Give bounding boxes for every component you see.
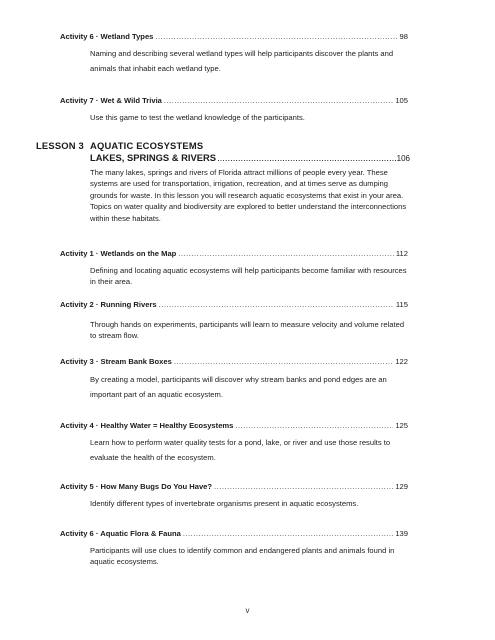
toc-entry-page: 105 bbox=[395, 96, 408, 105]
lesson-title: AQUATIC ECOSYSTEMS bbox=[90, 140, 204, 151]
toc-entry-description: Naming and describing several wetland types will help participants discover the plants and animals that inhabit each wetland type. bbox=[90, 49, 394, 73]
toc-entry-description: Through hands on experiments, participants will learn to measure velocity and volume related to stream flow. bbox=[90, 320, 405, 341]
toc-entry-wetland-types[interactable] bbox=[60, 32, 408, 41]
toc-entry-description: Use this game to test the wetland knowledge of the participants. bbox=[90, 113, 305, 122]
toc-entry-running-rivers[interactable] bbox=[60, 300, 408, 309]
toc-entry-label: Activity 7 · Wet & Wild Trivia bbox=[60, 96, 162, 105]
dot-leader bbox=[214, 482, 393, 491]
lesson-page: 106 bbox=[396, 154, 410, 163]
dot-leader bbox=[155, 32, 397, 41]
toc-entry-page: 112 bbox=[395, 249, 408, 258]
page-number: v bbox=[245, 606, 250, 615]
toc-entry-page: 115 bbox=[395, 300, 408, 309]
toc-entry-label: Activity 6 · Wetland Types bbox=[60, 32, 154, 41]
toc-entry-wetlands-on-the-map[interactable] bbox=[60, 249, 408, 258]
toc-entry-healthy-water[interactable] bbox=[60, 421, 408, 430]
toc-entry-description: Participants will use clues to identify common and endangered plants and animals found in aquatic ecosystems. bbox=[90, 546, 395, 567]
dot-leader bbox=[164, 96, 393, 105]
toc-entry-page: 129 bbox=[395, 482, 408, 491]
toc-entry-label: Activity 2 · Running Rivers bbox=[60, 300, 157, 309]
dot-leader bbox=[159, 300, 394, 309]
toc-entry-page: 98 bbox=[399, 32, 408, 41]
toc-entry-page: 122 bbox=[395, 357, 408, 366]
toc-entry-label: Activity 3 · Stream Bank Boxes bbox=[60, 357, 172, 366]
toc-entry-stream-bank-boxes[interactable] bbox=[60, 357, 408, 366]
dot-leader bbox=[178, 249, 394, 258]
toc-entry-label: Activity 4 · Healthy Water = Healthy Ecosystems bbox=[60, 421, 234, 430]
toc-entry-label: Activity 1 · Wetlands on the Map bbox=[60, 249, 177, 258]
toc-entry-page: 125 bbox=[395, 421, 408, 430]
toc-entry-description: Defining and locating aquatic ecosystems will help participants become familiar with resources in their area. bbox=[90, 266, 407, 287]
dot-leader bbox=[183, 529, 394, 538]
toc-entry-how-many-bugs[interactable] bbox=[60, 482, 408, 491]
toc-entry-label: Activity 5 · How Many Bugs Do You Have? bbox=[60, 482, 213, 491]
dot-leader bbox=[174, 357, 393, 366]
dot-leader bbox=[235, 421, 393, 430]
toc-entry-aquatic-flora-fauna[interactable] bbox=[60, 529, 408, 538]
toc-entry-description: By creating a model, participants will discover why stream banks and pond edges are an important part of an aquatic ecosystem. bbox=[90, 375, 387, 399]
toc-entry-label: Activity 6 · Aquatic Flora & Fauna bbox=[60, 529, 181, 538]
lesson-subtitle-row[interactable] bbox=[90, 152, 410, 163]
lesson-number: LESSON 3 bbox=[36, 140, 84, 151]
toc-entry-wet-wild-trivia[interactable] bbox=[60, 96, 408, 105]
dot-leader bbox=[217, 152, 396, 163]
lesson-subtitle: LAKES, SPRINGS & RIVERS bbox=[90, 152, 217, 163]
toc-entry-page: 139 bbox=[395, 529, 408, 538]
toc-entry-description: Learn how to perform water quality tests for a pond, lake, or river and use those results to evaluate the health of the ecosystem. bbox=[90, 438, 391, 462]
lesson-description: The many lakes, springs and rivers of Florida attract millions of people every year. These systems are used for transportation, irrigation, recreation, and at times serve as dumping grounds for waste. In this lesson you will research aquatic ecosystems that exist in your area. Topics on water quality and biodiversity are explored to better understand the interconnections within these habitats. bbox=[90, 168, 407, 223]
toc-entry-description: Identify different types of invertebrate organisms present in aquatic ecosystems. bbox=[90, 499, 359, 508]
